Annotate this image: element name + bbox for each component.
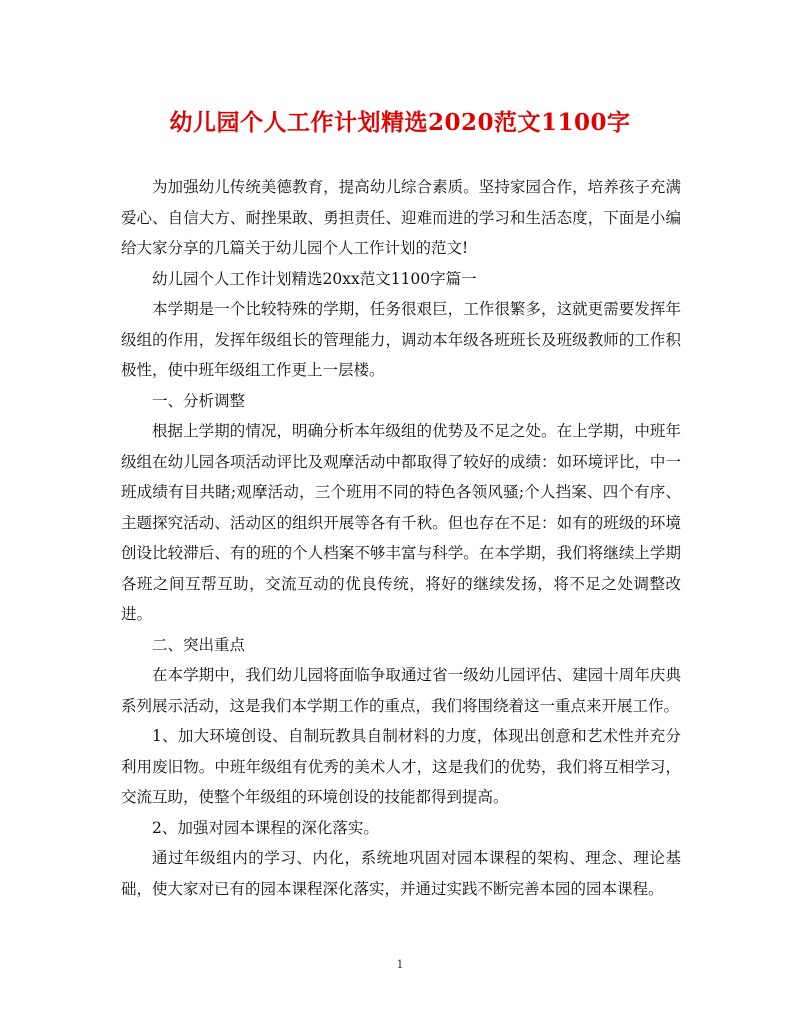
document-body	[121, 172, 681, 904]
paragraph-heading-analysis: 一、分析调整	[152, 391, 246, 410]
paragraph: 根据上学期的情况，明确分析本年级组的优势及不足之处。在上学期，中班年级组在幼儿园各项活动评比及观摩活动中都取得了较好的成绩：如环境评比，中一班成绩有目共睹;观摩活动，三个班用不同的特色各领风骚;个人挡案、四个有序、主题探究活动、活动区的组织开展等各有千秋。但也存在不足：如有的班级的环境创设比较滞后、有的班的个人档案不够丰富与科学。在本学期，我们将继续上学期各班之间互帮互助，交流互动的优良传统，将好的继续发扬，将不足之处调整改进。	[121, 422, 681, 623]
document-title: 幼儿园个人工作计划精选2020范文1100字	[169, 109, 631, 136]
paragraph: 本学期是一个比较特殊的学期，任务很艰巨，工作很繁多，这就更需要发挥年级组的作用，发挥年级组长的管理能力，调动本年级各班班长及班级教师的工作积极性，使中班年级组工作更上一层楼。	[121, 300, 681, 379]
paragraph-item-1: 1、加大环境创设、自制玩教具自制材料的力度，体现出创意和艺术性并充分利用废旧物。中班年级组有优秀的美术人才，这是我们的优势，我们将互相学习，交流互助，使整个年级组的环境创设的技能都得到提高。	[121, 727, 681, 806]
paragraph-intro: 为加强幼儿传统美德教育，提高幼儿综合素质。坚持家园合作，培养孩子充满爱心、自信大方、耐挫果敢、勇担责任、迎难而进的学习和生活态度，下面是小编给大家分享的几篇关于幼儿园个人工作计划的范文!	[121, 178, 681, 257]
paragraph: 在本学期中，我们幼儿园将面临争取通过省一级幼儿园评估、建园十周年庆典系列展示活动，这是我们本学期工作的重点，我们将围绕着这一重点来开展工作。	[121, 666, 681, 715]
paragraph-section-heading: 幼儿园个人工作计划精选20xx范文1100字篇一	[152, 269, 477, 288]
paragraph: 通过年级组内的学习、内化，系统地巩固对园本课程的架构、理念、理论基础，使大家对已有的园本课程深化落实，并通过实践不断完善本园的园本课程。	[121, 849, 681, 898]
paragraph-item-2: 2、加强对园本课程的深化落实。	[152, 818, 379, 837]
paragraph-heading-focus: 二、突出重点	[152, 635, 246, 654]
page-number: 1	[396, 958, 404, 971]
